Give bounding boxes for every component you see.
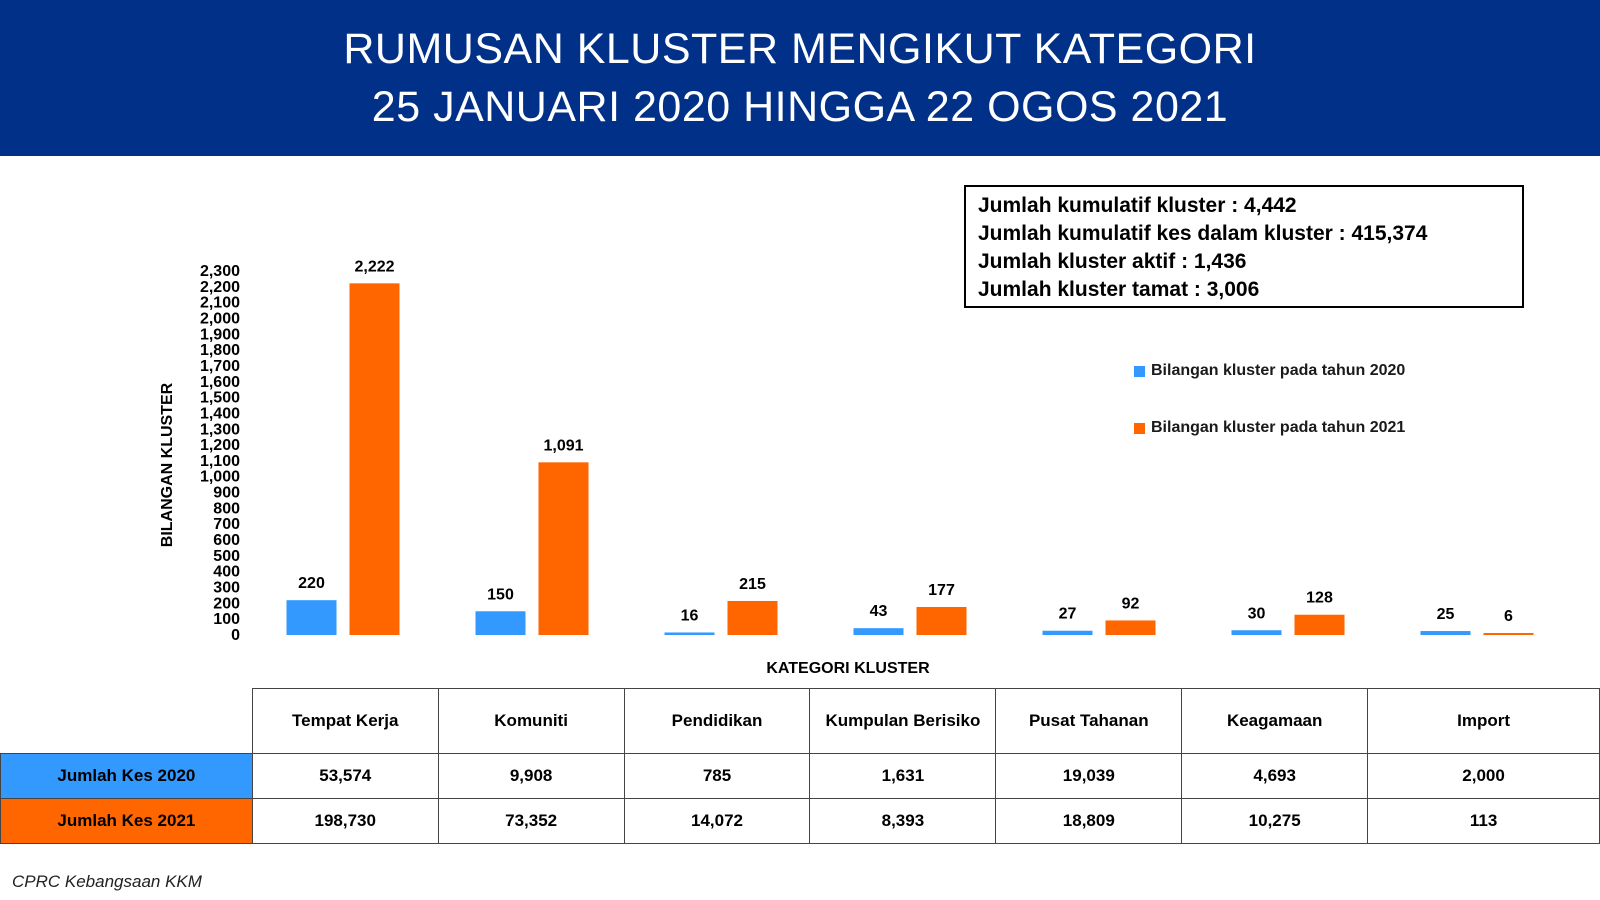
cases-table [0,688,1600,844]
table-cell: 785 [624,754,810,799]
table-cell: 53,574 [252,754,438,799]
y-tick-label: 1,100 [199,452,240,470]
y-tick-label: 2,200 [199,278,240,296]
legend-item-2021 [1134,419,1405,437]
bar-2020 [287,600,337,635]
bar-2020 [665,632,715,635]
bar-value-label: 16 [680,607,699,625]
summary-active-clusters: Jumlah kluster aktif : 1,436 [978,250,1247,273]
bar-2020 [476,611,526,635]
bar-value-label: 220 [298,575,325,593]
bar-value-label: 30 [1247,605,1266,623]
bar-2021 [539,462,589,635]
y-tick-label: 600 [213,532,240,550]
table-header-cell: Import [1368,689,1600,754]
table-cell: 113 [1368,799,1600,844]
y-tick-label: 900 [213,484,240,502]
chart-bars [287,283,1534,635]
y-tick-label: 0 [231,627,240,644]
legend-label-2021: Bilangan kluster pada tahun 2021 [1151,419,1406,436]
table-cell: 18,809 [996,799,1182,844]
legend-swatch-2020 [1134,366,1145,377]
table-header-cell: Pendidikan [624,689,810,754]
table-row-label: Jumlah Kes 2021 [1,799,253,844]
y-tick-label: 2,100 [199,294,240,312]
table-header-cell: Tempat Kerja [252,689,438,754]
table-row-2020 [1,754,1600,799]
table-cell: 4,693 [1182,754,1368,799]
y-tick-label: 100 [213,611,240,629]
table-corner-cell [1,689,253,754]
x-axis-label: KATEGORI KLUSTER [766,660,930,677]
y-axis-ticks [200,263,240,644]
y-tick-label: 700 [213,516,240,534]
y-tick-label: 300 [213,579,240,597]
table-cell: 9,908 [438,754,624,799]
y-tick-label: 200 [213,595,240,613]
y-tick-label: 1,200 [199,437,240,455]
chart-data-labels [298,258,1513,625]
y-tick-label: 800 [213,500,240,518]
chart-title: RUMUSAN KLUSTER MENGIKUT KATEGORI [343,25,1257,73]
table-cell: 14,072 [624,799,810,844]
legend-swatch-2021 [1134,423,1145,434]
bar-value-label: 43 [869,603,888,621]
y-tick-label: 1,900 [199,326,240,344]
bar-value-label: 92 [1121,595,1140,613]
table-cell: 2,000 [1368,754,1600,799]
table-header-cell: Komuniti [438,689,624,754]
bar-value-label: 25 [1436,606,1455,624]
y-tick-label: 1,300 [199,421,240,439]
y-tick-label: 2,300 [199,263,240,280]
legend-item-2020 [1134,362,1405,380]
summary-box [964,185,1524,308]
bar-value-label: 2,222 [354,258,395,276]
bar-value-label: 6 [1504,608,1513,625]
bar-2021 [917,607,967,635]
y-axis-label: BILANGAN KLUSTER [159,382,176,548]
bar-2021 [350,283,400,635]
bar-2020 [1421,631,1471,635]
table-header-cell: Pusat Tahanan [996,689,1182,754]
y-tick-label: 1,800 [199,342,240,360]
table-cell: 8,393 [810,799,996,844]
bar-2020 [854,628,904,635]
chart-subtitle: 25 JANUARI 2020 HINGGA 22 OGOS 2021 [371,83,1229,131]
bar-value-label: 1,091 [543,437,584,455]
table-header-row [1,689,1600,754]
y-tick-label: 2,000 [199,310,240,328]
bar-value-label: 215 [739,575,766,593]
table-cell: 19,039 [996,754,1182,799]
table-header-cell: Keagamaan [1182,689,1368,754]
bar-2021 [1106,620,1156,635]
summary-total-cases: Jumlah kumulatif kes dalam kluster : 415,374 [978,222,1428,245]
bar-value-label: 177 [928,581,955,599]
y-tick-label: 1,700 [199,357,240,375]
y-tick-label: 1,500 [199,389,240,407]
table-cell: 10,275 [1182,799,1368,844]
table-row-2021 [1,799,1600,844]
bar-2021 [1484,633,1534,635]
y-tick-label: 1,000 [199,468,240,486]
table-cell: 73,352 [438,799,624,844]
table-header-cell: Kumpulan Berisiko [810,689,996,754]
bar-2020 [1043,631,1093,635]
bar-value-label: 128 [1306,589,1333,607]
table-row-label: Jumlah Kes 2020 [1,754,253,799]
y-tick-label: 500 [213,547,240,565]
y-tick-label: 1,600 [199,373,240,391]
bar-2021 [728,601,778,635]
bar-2021 [1295,615,1345,635]
source-note: CPRC Kebangsaan KKM [12,872,202,891]
summary-ended-clusters: Jumlah kluster tamat : 3,006 [978,278,1260,301]
legend-label-2020: Bilangan kluster pada tahun 2020 [1151,362,1406,379]
y-tick-label: 1,400 [199,405,240,423]
table-cell: 198,730 [252,799,438,844]
bar-value-label: 150 [487,586,514,604]
summary-total-clusters: Jumlah kumulatif kluster : 4,442 [978,194,1297,217]
bar-2020 [1232,630,1282,635]
y-tick-label: 400 [213,563,240,581]
bar-value-label: 27 [1058,605,1077,623]
table-cell: 1,631 [810,754,996,799]
